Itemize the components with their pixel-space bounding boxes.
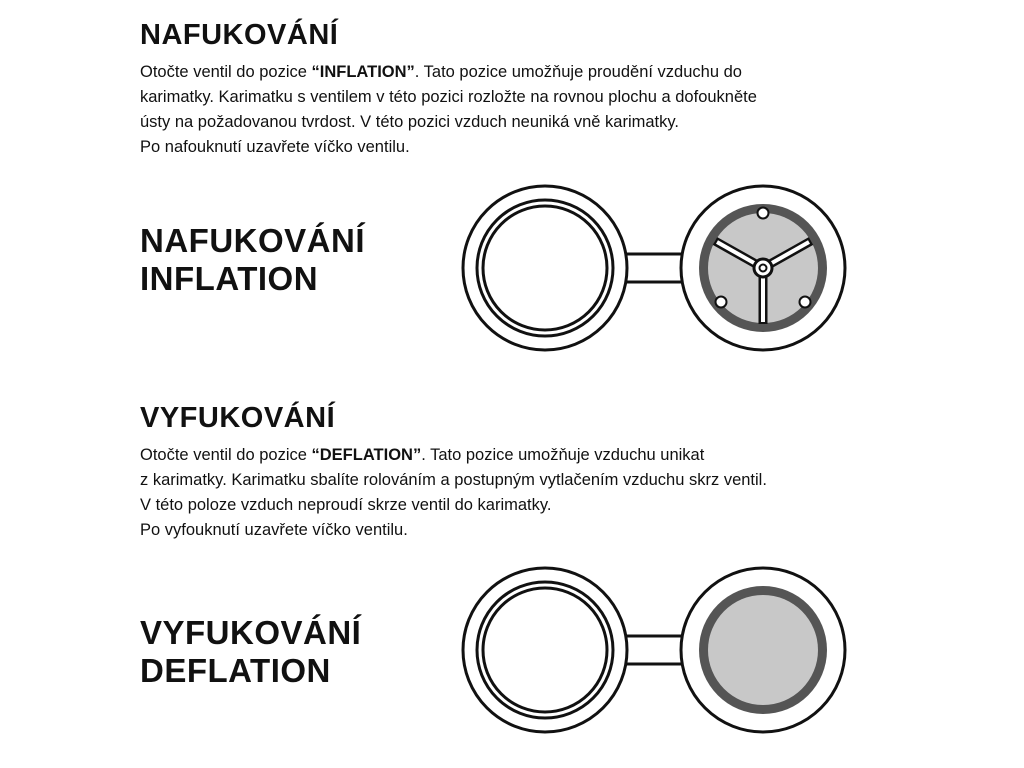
inflation-instructions: Otočte ventil do pozice “INFLATION”. Tato pozice umožňuje proudění vzduchu do karimatky. Karimatku s ventilem v této pozici rozložte na rovnou plochu a dofoukněte ústy na požadovanou tvrdost. V této pozici vzduch neuniká vně karimatky. Po nafouknutí uzavřete víčko ventilu. (140, 63, 757, 156)
inflation-heading: NAFUKOVÁNÍ (140, 19, 339, 51)
inflation-mode-label: NAFUKOVÁNÍ INFLATION (140, 222, 365, 297)
valve-connector (625, 636, 685, 664)
valve-gray-face (708, 595, 818, 705)
valve-notch-top (758, 208, 769, 219)
inflation-valve-diagram (460, 184, 852, 356)
deflation-mode-label: VYFUKOVÁNÍ DEFLATION (140, 614, 362, 689)
valve-notch-right (800, 297, 811, 308)
valve-cap-rim (483, 206, 607, 330)
deflation-valve-diagram (460, 566, 852, 738)
valve-notch-left (716, 297, 727, 308)
deflation-heading: VYFUKOVÁNÍ (140, 402, 336, 434)
deflation-instructions: Otočte ventil do pozice “DEFLATION”. Tato pozice umožňuje vzduchu unikat z karimatky. Karimatku sbalíte rolováním a postupným vytlačením vzduchu skrz ventil. V této poloze vzduch neproudí skrze ventil do karimatky. Po vyfouknutí uzavřete víčko ventilu. (140, 446, 767, 539)
valve-cap-rim (483, 588, 607, 712)
valve-connector (625, 254, 685, 282)
